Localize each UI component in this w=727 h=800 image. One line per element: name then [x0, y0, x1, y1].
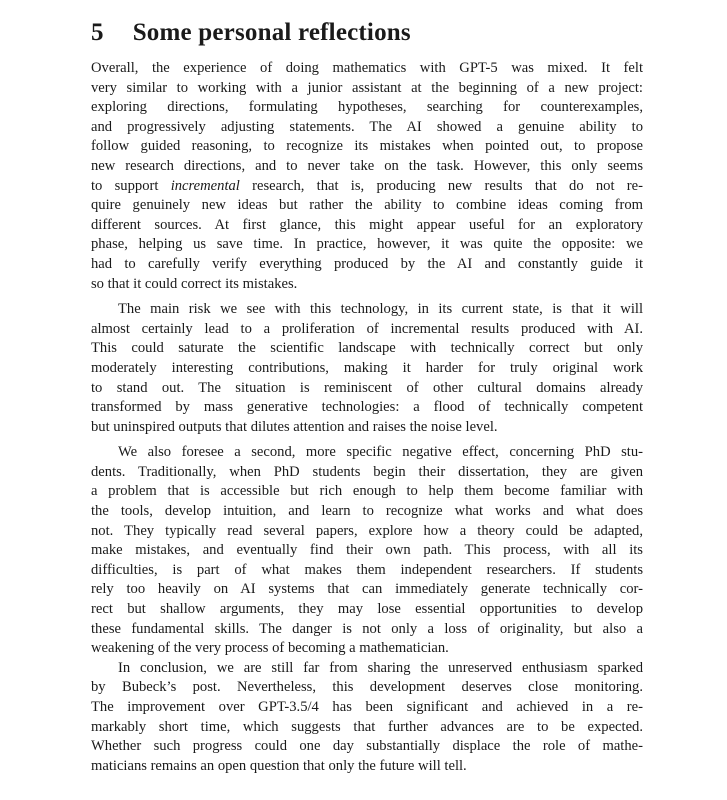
section-title: Some personal reflections: [132, 19, 411, 46]
text-line: [91, 177, 643, 197]
text-line: not. They typically read several papers, explore how a theory could be adapted,: [91, 522, 643, 539]
text-line: transformed by mass generative technologies: a flood of technically competent: [91, 399, 643, 416]
paragraph-1: [91, 59, 643, 294]
text-line: Whether such progress could one day substantially displace the role of mathe-: [91, 738, 643, 755]
text-line: quire genuinely new ideas but rather the ability to combine ideas coming from: [91, 197, 643, 214]
text-line: by Bubeck’s post. Nevertheless, this development deserves close monitoring.: [91, 679, 643, 696]
body-text: [91, 59, 643, 776]
text-line: The main risk we see with this technology, in its current state, is that it will: [118, 301, 643, 318]
text-line: a problem that is accessible but rich enough to help them become familiar with: [91, 483, 643, 500]
text-line: weakening of the very process of becoming a mathematician.: [91, 640, 449, 657]
paragraph-3: [91, 443, 643, 659]
text-line: the tools, develop intuition, and learn to recognize what works and what does: [91, 503, 643, 520]
text-line: rect but shallow arguments, they may lose essential opportunities to develop: [91, 601, 643, 618]
text-line: but uninspired outputs that dilutes attention and raises the noise level.: [91, 418, 498, 435]
text-line: these fundamental skills. The danger is not only a loss of originality, but also a: [91, 620, 643, 637]
text-line: moderately interesting contributions, making it harder for truly original work: [91, 359, 643, 376]
text-line: different sources. At first glance, this might appear useful for an exploratory: [91, 216, 643, 233]
text-segment: research, that is, producing new results that do not re-: [239, 177, 643, 194]
paragraph-2: [91, 300, 643, 437]
text-line: In conclusion, we are still far from sharing the unreserved enthusiasm sparked: [118, 659, 643, 676]
text-line: make mistakes, and eventually find their own path. This process, with all its: [91, 542, 643, 559]
text-line: phase, helping us save time. In practice, however, it was quite the opposite: we: [91, 236, 643, 253]
text-line: very similar to working with a junior assistant at the beginning of a new project:: [91, 79, 643, 96]
text-line: follow guided reasoning, to recognize its mistakes when pointed out, to propose: [91, 138, 643, 155]
section-heading: [91, 20, 643, 45]
text-line: had to carefully verify everything produced by the AI and constantly guide it: [91, 255, 643, 272]
text-line: difficulties, is part of what makes them independent researchers. If students: [91, 561, 643, 578]
italic-term: incremental: [170, 177, 240, 194]
text-line: dents. Traditionally, when PhD students begin their dissertation, they are given: [91, 463, 643, 480]
paragraph-4: [91, 659, 643, 777]
text-line: to stand out. The situation is reminiscent of other cultural domains already: [91, 379, 643, 396]
text-line: and progressively adjusting statements. The AI showed a genuine ability to: [91, 118, 643, 135]
text-line: exploring directions, formulating hypotheses, searching for counterexamples,: [91, 99, 643, 116]
text-segment: to support: [91, 177, 171, 194]
section-number: 5: [91, 19, 104, 46]
text-line: We also foresee a second, more specific negative effect, concerning PhD stu-: [118, 444, 643, 461]
text-line: This could saturate the scientific landscape with technically correct but only: [91, 340, 643, 357]
text-line: Overall, the experience of doing mathematics with GPT-5 was mixed. It felt: [91, 60, 643, 76]
text-line: so that it could correct its mistakes.: [91, 275, 298, 292]
text-line: The improvement over GPT-3.5/4 has been significant and achieved in a re-: [91, 699, 643, 715]
text-line: markably short time, which suggests that further advances are to be expected.: [91, 718, 643, 735]
text-line: new research directions, and to never take on the task. However, this only seems: [91, 157, 643, 174]
text-line: maticians remains an open question that only the future will tell.: [91, 757, 467, 774]
text-line: rely too heavily on AI systems that can immediately generate technically cor-: [91, 581, 643, 598]
text-line: almost certainly lead to a proliferation of incremental results produced with AI.: [91, 320, 643, 337]
